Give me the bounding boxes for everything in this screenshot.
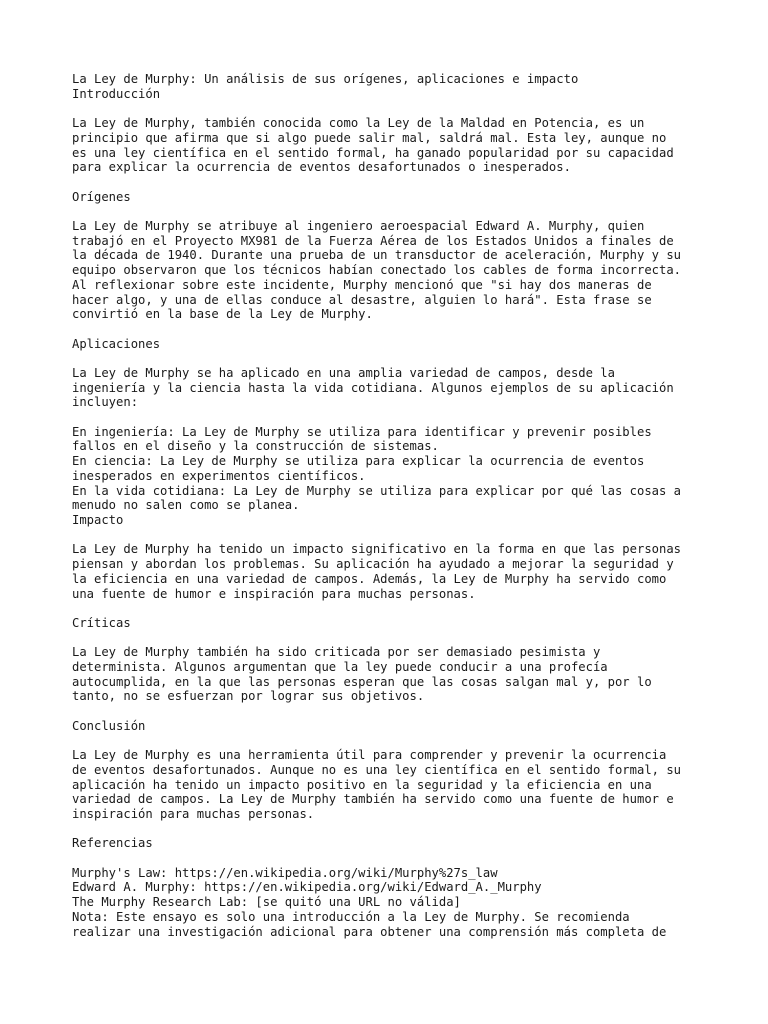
text-line: La Ley de Murphy también ha sido criticada por ser demasiado pesimista y [72, 645, 601, 660]
text-line: tanto, no se esfuerzan por lograr sus objetivos. [72, 689, 425, 704]
text-line: La Ley de Murphy: Un análisis de sus orígenes, aplicaciones e impacto [72, 72, 579, 86]
document-body [72, 72, 712, 939]
text-line: variedad de campos. La Ley de Murphy también ha servido como una fuente de humor e [72, 792, 674, 807]
text-line: equipo observaron que los técnicos habían conectado los cables de forma incorrecta. [72, 263, 682, 278]
text-line: Nota: Este ensayo es solo una introducción a la Ley de Murphy. Se recomienda [72, 909, 630, 924]
text-line: En ingeniería: La Ley de Murphy se utiliza para identificar y prevenir posibles [72, 424, 652, 439]
text-line: trabajó en el Proyecto MX981 de la Fuerza Aérea de los Estados Unidos a finales de [72, 233, 674, 248]
text-line: la eficiencia en una variedad de campos. Además, la Ley de Murphy ha servido como [72, 571, 667, 586]
text-line [72, 631, 712, 646]
text-line: Orígenes [72, 189, 131, 204]
text-line: The Murphy Research Lab: [se quitó una URL no válida] [72, 895, 461, 910]
text-line: La Ley de Murphy ha tenido un impacto significativo en la forma en que las personas [72, 542, 682, 557]
text-line: Impacto [72, 513, 124, 527]
text-line: La Ley de Murphy, también conocida como la Ley de la Maldad en Potencia, es un [72, 116, 645, 131]
text-line: Aplicaciones [72, 336, 161, 351]
text-line: una fuente de humor e inspiración para muchas personas. [72, 586, 476, 601]
text-line: hacer algo, y una de ellas conduce al desastre, alguien lo hará". Esta frase se [72, 292, 652, 307]
text-line [72, 601, 712, 616]
text-line: incluyen: [72, 395, 139, 410]
text-line [72, 822, 712, 837]
text-line: determinista. Algunos argumentan que la ley puede conducir a una profecía [72, 659, 608, 674]
text-line: Referencias [72, 836, 153, 851]
text-line: Al reflexionar sobre este incidente, Murphy mencionó que "si hay dos maneras de [72, 277, 652, 292]
text-line [72, 410, 712, 425]
text-line: La Ley de Murphy es una herramienta útil para comprender y prevenir la ocurrencia [72, 748, 667, 763]
text-line: autocumplida, en la que las personas esperan que las cosas salgan mal y, por lo [72, 674, 652, 689]
text-line [72, 101, 712, 116]
text-line: de eventos desafortunados. Aunque no es una ley científica en el sentido formal, su [72, 762, 682, 777]
text-line: piensan y abordan los problemas. Su aplicación ha ayudado a mejorar la seguridad y [72, 557, 674, 572]
text-line [72, 204, 712, 219]
text-line [72, 175, 712, 190]
text-line: Edward A. Murphy: https://en.wikipedia.org/wiki/Edward_A._Murphy [72, 880, 542, 895]
text-line [72, 351, 712, 366]
text-line: Conclusión [72, 718, 146, 733]
text-line: la década de 1940. Durante una prueba de un transductor de aceleración, Murphy y su [72, 248, 682, 263]
text-line: En la vida cotidiana: La Ley de Murphy se utiliza para explicar por qué las cosas a [72, 483, 682, 498]
text-line: para explicar la ocurrencia de eventos desafortunados o inesperados. [72, 160, 571, 175]
text-line [72, 851, 712, 866]
text-line: ingeniería y la ciencia hasta la vida cotidiana. Algunos ejemplos de su aplicación [72, 380, 674, 395]
text-line: inesperados en experimentos científicos. [72, 468, 366, 483]
text-line: Murphy's Law: https://en.wikipedia.org/wiki/Murphy%27s_law [72, 865, 498, 880]
text-line: En ciencia: La Ley de Murphy se utiliza para explicar la ocurrencia de eventos [72, 454, 645, 469]
text-line [72, 528, 712, 543]
text-line [72, 704, 712, 719]
text-line: aplicación ha tenido un impacto positivo en la seguridad y la eficiencia en una [72, 777, 652, 792]
text-line [72, 322, 712, 337]
text-line: principio que afirma que si algo puede salir mal, saldrá mal. Esta ley, aunque no [72, 130, 667, 145]
text-line: convirtió en la base de la Ley de Murphy. [72, 307, 373, 322]
text-line: Introducción [72, 86, 161, 101]
text-line: Críticas [72, 615, 131, 630]
text-line: es una ley científica en el sentido formal, ha ganado popularidad por su capacidad [72, 145, 674, 160]
text-line [72, 733, 712, 748]
text-line: menudo no salen como se planea. [72, 498, 300, 513]
text-line: realizar una investigación adicional para obtener una comprensión más completa de [72, 924, 667, 939]
text-line: La Ley de Murphy se atribuye al ingeniero aeroespacial Edward A. Murphy, quien [72, 218, 645, 233]
text-line: fallos en el diseño y la construcción de sistemas. [72, 439, 439, 454]
text-line: La Ley de Murphy se ha aplicado en una amplia variedad de campos, desde la [72, 365, 615, 380]
text-line: inspiración para muchas personas. [72, 806, 315, 821]
